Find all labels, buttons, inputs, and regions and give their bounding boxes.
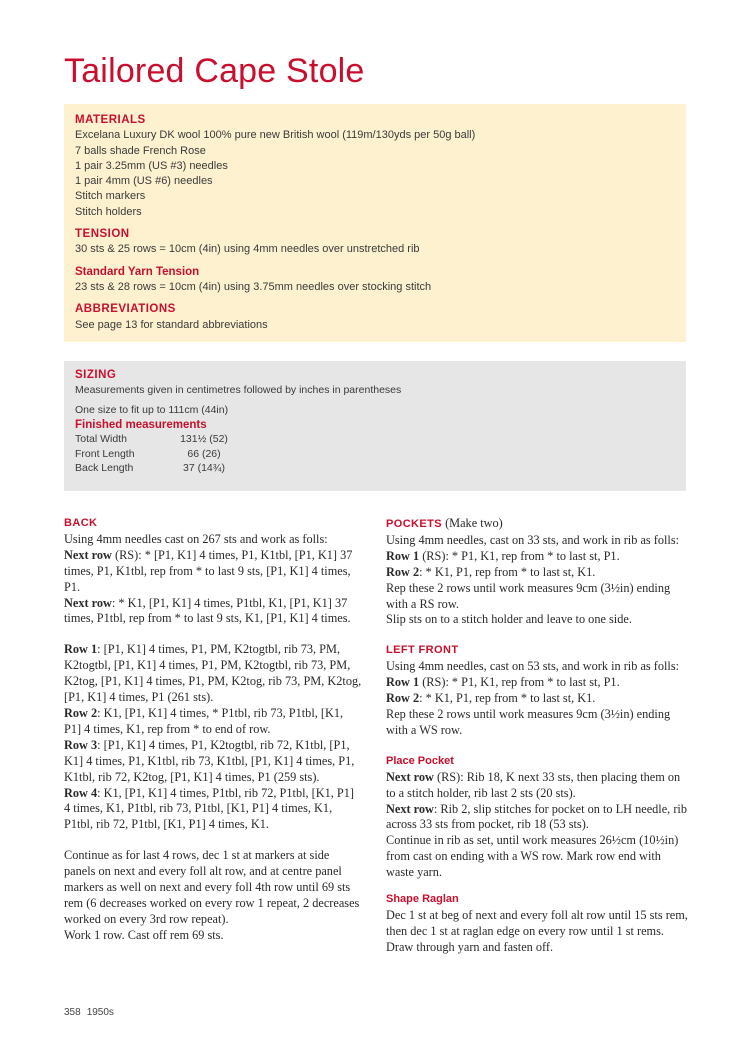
row-label: Next row [64,547,112,562]
measurement-label: Back Length [75,462,134,474]
pockets-heading-line [386,516,688,533]
sizing-fit: One size to fit up to 111cm (44in) [75,404,229,416]
measurement-label: Front Length [75,447,135,460]
measurement-row [75,447,675,462]
measurement-value: 37 (14¾) [182,462,226,474]
back-finish: Work 1 row. Cast off rem 69 sts. [64,927,224,942]
row-label: Row 4 [64,785,98,800]
sizing-panel [64,361,686,491]
back-continue: Continue as for last 4 rows, dec 1 st at markers at side panels on next and every foll alt row, and at centre panel markers as well on next and every foll 4th row until 69 sts rem (6 decreases worked on every row 1 repeat, 2 decreases worked on every 3rd row repeat). [64,848,360,926]
tension-text: 30 sts & 25 rows = 10cm (4in) using 4mm needles over unstretched rib [75,243,420,256]
pockets-heading: POCKETS [386,518,442,530]
sizing-heading: SIZING [75,369,117,381]
back-next-row-rs [64,548,362,596]
measurement-value: 66 (26) [187,447,221,460]
materials-line: 7 balls shade French Rose [75,144,206,157]
left-front-heading: LEFT FRONT [386,644,459,657]
row-label: Row 3 [64,737,98,752]
standard-tension-text: 23 sts & 28 rows = 10cm (4in) using 3.75mm needles over stocking stitch [75,280,432,293]
footer-section: 1950s [86,1007,114,1018]
row-text: : K1, [P1, K1] 4 times, * P1tbl, rib 73, P1tbl, [K1, P1] 4 times, K1, rep from * to end of row. [64,705,344,736]
back-row-4 [64,786,362,834]
row-text: : [P1, K1] 4 times, P1, K2togtbl, rib 72, K1tbl, [P1, K1] 4 times, P1, K1tbl, rib 73, K1tbl, [P1, K1] 4 times, P1, K1tbl, rib 72, K2tog, [P1, K1] 4 times, P1 (259 sts). [64,737,355,784]
sizing-intro: Measurements given in centimetres followed by inches in parentheses [75,383,402,396]
pockets-repeat: Rep these 2 rows until work measures 9cm (3½in) ending with a RS row. [386,580,671,611]
row-text: : * K1, P1, rep from * to last st, K1. [419,691,596,706]
materials-line: Excelana Luxury DK wool 100% pure new British wool (119m/130yds per 50g ball) [75,129,476,142]
pockets-slip: Slip sts on to a stitch holder and leave to one side. [386,612,632,627]
row-text: : K1, [P1, K1] 4 times, P1tbl, rib 72, P1tbl, [K1, P1] 4 times, K1, P1tbl, rib 73, P1tbl, [K1, P1] 4 times, K1, P1tbl, rib 72, P1tbl, [K1, P1] 4 times, K1. [64,785,355,832]
place-pocket-next-row [386,802,688,834]
page-footer [64,1007,120,1018]
page-number: 358 [64,1007,81,1018]
measurement-row [75,432,675,447]
left-front-intro: Using 4mm needles, cast on 53 sts, and work in rib as folls: [386,659,680,674]
materials-line: Stitch markers [75,190,146,203]
measurement-value: 131½ (52) [180,433,228,445]
back-heading: BACK [64,517,98,529]
pockets-row-2 [386,565,688,581]
row-text: (RS): * P1, K1, rep from * to last st, P1. [419,548,620,563]
row-label: Next row [386,801,434,816]
row-text: : * K1, [P1, K1] 4 times, P1tbl, K1, [P1, K1] 37 times, P1tbl, rep from * to last 9 sts, K1, [P1, K1] 4 times. [64,595,351,626]
row-text: (RS): Rib 18, K next 33 sts, then placing them on to a stitch holder, rib last 2 sts (20 sts). [386,769,681,800]
abbreviations-heading: ABBREVIATIONS [75,303,176,316]
measurement-label: Total Width [75,433,127,445]
row-label: Row 2 [64,705,98,720]
row-label: Next row [64,595,112,610]
pockets-heading-note: (Make two) [445,516,503,530]
back-row-1 [64,642,362,706]
left-front-row-2 [386,691,688,707]
back-intro: Using 4mm needles cast on 267 sts and work as folls: [64,531,328,546]
row-text: : * K1, P1, rep from * to last st, K1. [419,564,596,579]
row-text: (RS): * P1, K1, rep from * to last st, P1. [419,675,620,690]
materials-line: 1 pair 3.25mm (US #3) needles [75,159,228,172]
pockets-intro: Using 4mm needles, cast on 33 sts, and work in rib as folls: [386,532,680,547]
row-label: Row 1 [386,675,420,690]
place-pocket-continue: Continue in rib as set, until work measures 26½cm (10½in) from cast on ending with a WS row. Mark row end with waste yarn. [386,833,679,880]
materials-panel [64,104,686,342]
row-label: Row 2 [386,691,420,706]
pockets-row-1 [386,549,688,565]
shape-raglan-heading: Shape Raglan [386,893,459,906]
abbreviations-text: See page 13 for standard abbreviations [75,318,268,331]
row-label: Next row [386,769,434,784]
row-label: Row 2 [386,564,420,579]
row-text: : [P1, K1] 4 times, P1, PM, K2togtbl, rib 73, PM, K2togtbl, [P1, K1] 4 times, P1, PM, K2togtbl, rib 73, PM, K2tog, [P1, K1] 4 times, P1, PM, K2tog, rib 73, PM, K2tog, [P1, K1] 4 times, P1 (261 sts). [64,642,362,705]
measurement-row [75,461,675,476]
standard-tension-heading: Standard Yarn Tension [75,265,200,278]
left-front-row-1 [386,675,688,691]
tension-heading: TENSION [75,228,130,241]
place-pocket-next-row-rs [386,770,688,802]
back-row-3 [64,738,362,786]
row-text: : Rib 2, slip stitches for pocket on to LH needle, rib across 33 sts from pocket, rib 18 (53 sts). [386,801,687,832]
row-label: Row 1 [64,642,98,657]
back-row-2 [64,706,362,738]
row-label: Row 1 [386,548,420,563]
materials-heading: MATERIALS [75,114,146,126]
place-pocket-heading: Place Pocket [386,754,454,767]
materials-line: 1 pair 4mm (US #6) needles [75,175,213,188]
instructions-right-column [386,516,688,956]
materials-line: Stitch holders [75,205,142,218]
page-title: Tailored Cape Stole [64,52,365,90]
shape-raglan-text: Dec 1 st at beg of next and every foll alt row until 15 sts rem, then dec 1 st at raglan edge on every row until 1 st rems. Draw through yarn and fasten off. [386,907,688,954]
instructions-left-column [64,516,362,944]
row-text: (RS): * [P1, K1] 4 times, P1, K1tbl, [P1, K1] 37 times, P1, K1tbl, rep from * to last 9 sts, [P1, K1] 4 times, P1. [64,547,353,594]
back-next-row [64,596,362,628]
left-front-repeat: Rep these 2 rows until work measures 9cm (3½in) ending with a WS row. [386,706,671,737]
finished-measurements-heading: Finished measurements [75,418,207,431]
